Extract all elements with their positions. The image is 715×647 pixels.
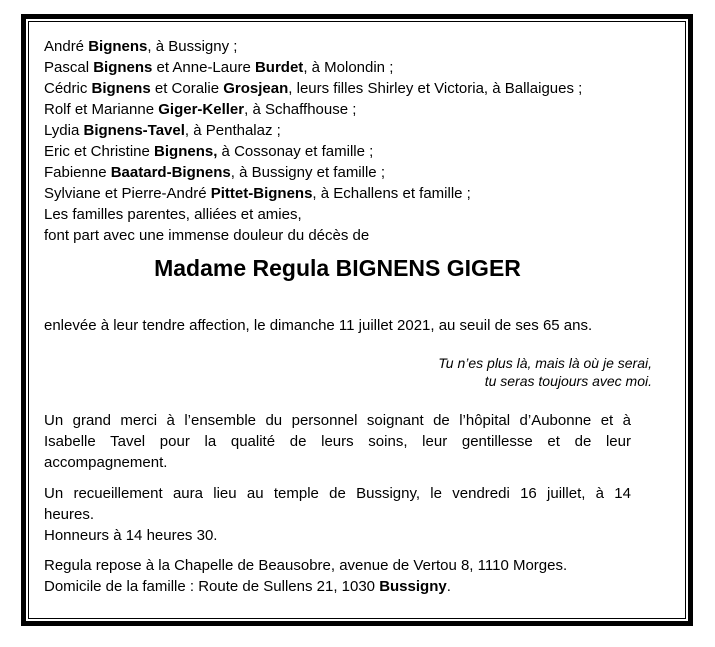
text: Les familles parentes, alliées et amies,: [44, 206, 302, 223]
text: , à Penthalaz ;: [184, 122, 281, 139]
text: et Anne-Laure: [152, 59, 255, 76]
obituary-content: [29, 22, 685, 597]
text: Isabelle Tavel pour la qualité de leurs soins, leur gentillesse et de leur: [44, 433, 631, 450]
text-line: [44, 183, 631, 204]
bold-text: Bussigny: [379, 578, 447, 595]
text-line: [44, 204, 631, 225]
text: heures.: [44, 506, 95, 523]
text: Un grand merci à l’ensemble du personnel soignant de l’hôpital d’Aubonne et à: [44, 412, 631, 429]
text-line: [44, 36, 631, 57]
text: , à Schaffhouse ;: [244, 101, 357, 118]
bold-text: Bignens: [93, 59, 153, 76]
text: Rolf et Marianne: [44, 101, 159, 118]
death-announcement-line: [44, 315, 631, 336]
text-line: [44, 452, 631, 473]
text: Pascal: [44, 59, 94, 76]
document-inner-border: [28, 21, 686, 619]
text-line: [44, 483, 631, 504]
bold-text: Bignens-Tavel: [83, 122, 185, 139]
family-address-block: [44, 36, 631, 246]
bold-text: Bignens: [91, 80, 151, 97]
text-line: [44, 141, 631, 162]
service-info-paragraph: [44, 483, 631, 546]
text-line: [44, 57, 631, 78]
text-line: [44, 354, 652, 372]
text-line: [44, 431, 631, 452]
thanks-paragraph: [44, 410, 631, 473]
document-border-frame: [21, 14, 693, 626]
text: Sylviane et Pierre-André: [44, 185, 211, 202]
text: accompagnement.: [44, 454, 168, 471]
bold-text: Giger-Keller: [158, 101, 245, 118]
text-line: [44, 120, 631, 141]
bold-text: Grosjean: [223, 80, 289, 97]
text: enlevée à leur tendre affection, le dimanche 11 juillet 2021, au seuil de ses 65 ans.: [44, 317, 593, 334]
text: Un recueillement aura lieu au temple de Bussigny, le vendredi 16 juillet, à 14: [44, 485, 631, 502]
text: Fabienne: [44, 164, 111, 181]
text: , leurs filles Shirley et Victoria, à Ballaigues ;: [288, 80, 583, 97]
bold-text: Pittet-Bignens: [210, 185, 313, 202]
text-line: [44, 504, 631, 525]
text-line: [44, 525, 631, 546]
text: , à Bussigny et famille ;: [230, 164, 385, 181]
text: , à Echallens et famille ;: [312, 185, 471, 202]
repose-info-paragraph: [44, 555, 631, 597]
text: , à Molondin ;: [303, 59, 394, 76]
text: à Cossonay et famille ;: [217, 143, 374, 160]
text-line: [44, 555, 631, 576]
bold-text: Bignens: [88, 38, 148, 55]
text-line: [44, 99, 631, 120]
text: , à Bussigny ;: [147, 38, 238, 55]
text-line: [44, 315, 631, 336]
memorial-quote: [44, 354, 652, 390]
bold-text: Baatard-Bignens: [110, 164, 231, 181]
text: André: [44, 38, 89, 55]
deceased-name-title: Madame Regula BIGNENS GIGER: [154, 255, 521, 281]
text-line: [44, 162, 631, 183]
text: et Coralie: [150, 80, 224, 97]
text: Eric et Christine: [44, 143, 155, 160]
text: Lydia: [44, 122, 84, 139]
text: Cédric: [44, 80, 92, 97]
bold-text: Burdet: [254, 59, 304, 76]
text: Honneurs à 14 heures 30.: [44, 527, 218, 544]
text: Tu n’es plus là, mais là où je serai,: [438, 355, 652, 371]
text-line: [44, 78, 631, 99]
text-line: [44, 410, 631, 431]
text-line: [44, 225, 631, 246]
text: Regula repose à la Chapelle de Beausobre, avenue de Vertou 8, 1110 Morges.: [44, 557, 568, 574]
text: .: [446, 578, 451, 595]
text: Domicile de la famille : Route de Sullens 21, 1030: [44, 578, 380, 595]
text-line: [44, 372, 652, 390]
bold-text: Bignens,: [154, 143, 218, 160]
text: font part avec une immense douleur du décès de: [44, 227, 370, 244]
text: tu seras toujours avec moi.: [484, 373, 652, 389]
text-line: [44, 576, 631, 597]
